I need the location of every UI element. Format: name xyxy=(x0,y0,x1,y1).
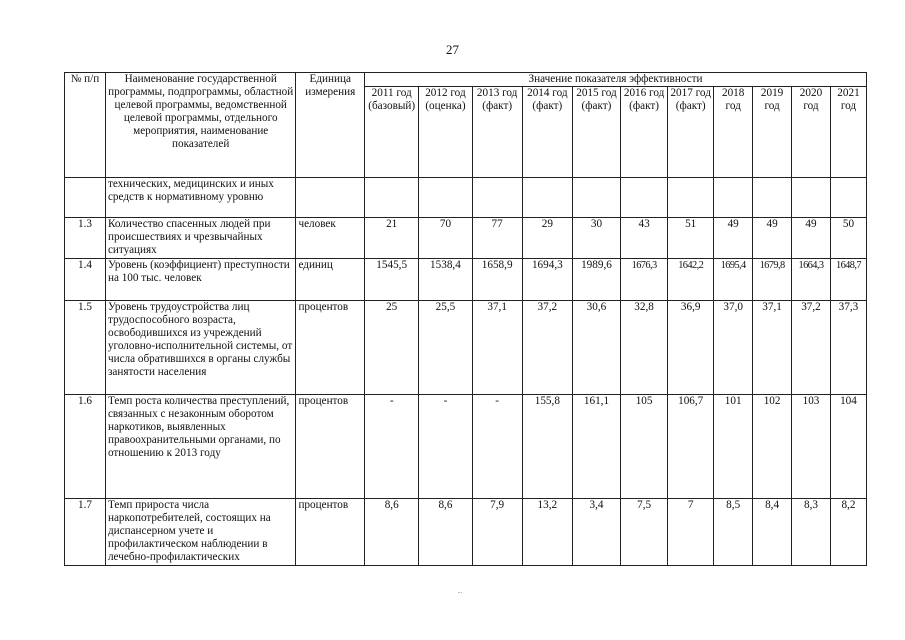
row-value: 32,8 xyxy=(621,301,668,395)
table-row xyxy=(65,218,867,259)
row-value: 21 xyxy=(365,218,419,259)
header-year: 2011 год (базовый) xyxy=(365,87,419,178)
row-value: - xyxy=(419,395,472,499)
row-value: 8,6 xyxy=(365,499,419,566)
header-year: 2015 год (факт) xyxy=(572,87,620,178)
row-value: 102 xyxy=(753,395,792,499)
row-unit: процентов xyxy=(296,395,365,499)
row-value: 8,5 xyxy=(714,499,753,566)
row-value: 1695,4 xyxy=(714,259,753,301)
row-value: 30 xyxy=(572,218,620,259)
row-num: 1.6 xyxy=(65,395,106,499)
row-value: 1989,6 xyxy=(572,259,620,301)
row-value: 1679,8 xyxy=(753,259,792,301)
row-value: 1664,3 xyxy=(792,259,831,301)
table-row xyxy=(65,395,867,499)
row-value: 29 xyxy=(522,218,572,259)
row-value: 8,4 xyxy=(753,499,792,566)
row-name: технических, медицинских и иных средств к нормативному уровню xyxy=(105,178,295,218)
row-value: 101 xyxy=(714,395,753,499)
page-number: 27 xyxy=(446,42,459,57)
row-value xyxy=(522,178,572,218)
row-value: 8,2 xyxy=(830,499,866,566)
header-row xyxy=(65,73,867,87)
header-unit: Единица измерения xyxy=(296,73,365,178)
row-value: 37,0 xyxy=(714,301,753,395)
row-value: 1538,4 xyxy=(419,259,472,301)
row-value xyxy=(792,178,831,218)
row-unit: человек xyxy=(296,218,365,259)
indicators-table xyxy=(64,72,867,566)
row-value: 3,4 xyxy=(572,499,620,566)
row-num: 1.4 xyxy=(65,259,106,301)
header-year: 2020 год xyxy=(792,87,831,178)
row-value: 49 xyxy=(792,218,831,259)
row-value: 37,1 xyxy=(472,301,522,395)
row-value: 1642,2 xyxy=(668,259,714,301)
row-value xyxy=(472,178,522,218)
row-num: 1.7 xyxy=(65,499,106,566)
row-value xyxy=(621,178,668,218)
row-name: Темп прироста числа наркопотребителей, состоящих на диспансерном учете и профилактическом наблюдении в лечебно-профилактических xyxy=(105,499,295,566)
row-value: 155,8 xyxy=(522,395,572,499)
row-name: Уровень (коэффициент) преступности на 100 тыс. человек xyxy=(105,259,295,301)
row-unit: процентов xyxy=(296,499,365,566)
header-year: 2021 год xyxy=(830,87,866,178)
row-value xyxy=(419,178,472,218)
row-value: 7 xyxy=(668,499,714,566)
header-num: № п/п xyxy=(65,73,106,178)
row-value: 105 xyxy=(621,395,668,499)
row-value: 1658,9 xyxy=(472,259,522,301)
row-unit xyxy=(296,178,365,218)
row-value: 37,2 xyxy=(522,301,572,395)
row-value: 13,2 xyxy=(522,499,572,566)
row-name: Уровень трудоустройства лиц трудоспособного возраста, освободившихся из учреждений уголовно-исполнительной системы, от числа обратившихся в органы службы занятости населения xyxy=(105,301,295,395)
header-name: Наименование государственной программы, подпрограммы, областной целевой программы, ведомственной целевой программы, отдельного мероприятия, наименование показателей xyxy=(105,73,295,178)
row-num: 1.5 xyxy=(65,301,106,395)
row-value: 36,9 xyxy=(668,301,714,395)
row-value: 1694,3 xyxy=(522,259,572,301)
header-year: 2018 год xyxy=(714,87,753,178)
header-year: 2019 год xyxy=(753,87,792,178)
row-value: 30,6 xyxy=(572,301,620,395)
row-value: 161,1 xyxy=(572,395,620,499)
row-value xyxy=(365,178,419,218)
row-value: - xyxy=(472,395,522,499)
row-value: 104 xyxy=(830,395,866,499)
table-row xyxy=(65,259,867,301)
table-row xyxy=(65,499,867,566)
row-value: 51 xyxy=(668,218,714,259)
row-value: 25 xyxy=(365,301,419,395)
row-value: 70 xyxy=(419,218,472,259)
row-value xyxy=(668,178,714,218)
row-value xyxy=(830,178,866,218)
row-value: 25,5 xyxy=(419,301,472,395)
header-year: 2014 год (факт) xyxy=(522,87,572,178)
header-year: 2013 год (факт) xyxy=(472,87,522,178)
row-value: 37,1 xyxy=(753,301,792,395)
row-name: Количество спасенных людей при происшествиях и чрезвычайных ситуациях xyxy=(105,218,295,259)
row-value: 77 xyxy=(472,218,522,259)
row-unit: процентов xyxy=(296,301,365,395)
row-value xyxy=(753,178,792,218)
row-value: 49 xyxy=(714,218,753,259)
row-value: - xyxy=(365,395,419,499)
row-value xyxy=(714,178,753,218)
header-year: 2012 год (оценка) xyxy=(419,87,472,178)
row-value: 103 xyxy=(792,395,831,499)
header-values: Значение показателя эффективности xyxy=(365,73,867,87)
row-value: 37,3 xyxy=(830,301,866,395)
row-value: 7,9 xyxy=(472,499,522,566)
row-value: 43 xyxy=(621,218,668,259)
row-num: 1.3 xyxy=(65,218,106,259)
row-value: 49 xyxy=(753,218,792,259)
scan-mark xyxy=(458,592,462,595)
row-value: 8,3 xyxy=(792,499,831,566)
row-value: 1545,5 xyxy=(365,259,419,301)
row-value: 37,2 xyxy=(792,301,831,395)
header-year: 2017 год (факт) xyxy=(668,87,714,178)
table-row xyxy=(65,301,867,395)
table-row xyxy=(65,178,867,218)
row-name: Темп роста количества преступлений, связанных с незаконным оборотом наркотиков, выявленных правоохранительными органами, по отношению к 2013 году xyxy=(105,395,295,499)
row-value: 8,6 xyxy=(419,499,472,566)
row-value: 7,5 xyxy=(621,499,668,566)
row-value: 50 xyxy=(830,218,866,259)
row-value: 1676,3 xyxy=(621,259,668,301)
row-value xyxy=(572,178,620,218)
row-num xyxy=(65,178,106,218)
row-value: 106,7 xyxy=(668,395,714,499)
row-value: 1648,7 xyxy=(830,259,866,301)
header-year: 2016 год (факт) xyxy=(621,87,668,178)
row-unit: единиц xyxy=(296,259,365,301)
